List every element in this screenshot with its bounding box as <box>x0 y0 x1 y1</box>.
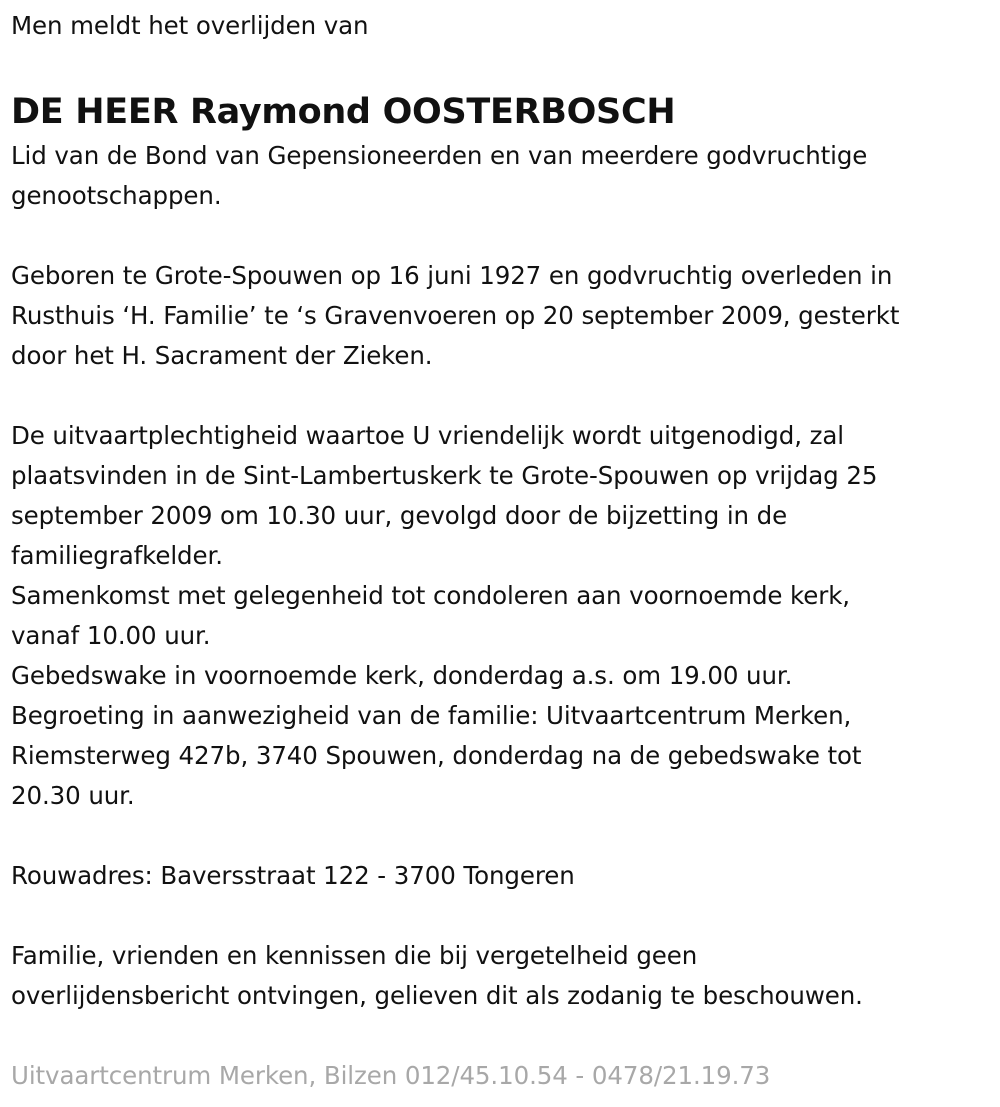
funeral-home-footer: Uitvaartcentrum Merken, Bilzen 012/45.10.54 - 0478/21.19.73 <box>11 1061 771 1090</box>
intro-text: Men meldt het overlijden van <box>11 11 369 40</box>
ceremony-line: vanaf 10.00 uur. <box>11 621 211 650</box>
mourning-address: Rouwadres: Baversstraat 122 - 3700 Tongeren <box>11 861 575 890</box>
ceremony-line: september 2009 om 10.30 uur, gevolgd door de bijzetting in de <box>11 501 788 530</box>
paragraph-gap <box>11 376 991 416</box>
birth-death-line: door het H. Sacrament der Zieken. <box>11 341 433 370</box>
ceremony-line: familiegrafkelder. <box>11 541 223 570</box>
membership-line: Lid van de Bond van Gepensioneerden en van meerdere godvruchtige <box>11 141 868 170</box>
ceremony-line: 20.30 uur. <box>11 781 135 810</box>
death-notice <box>11 0 991 1096</box>
ceremony-line: Gebedswake in voornoemde kerk, donderdag a.s. om 19.00 uur. <box>11 661 793 690</box>
birth-death-line: Rusthuis ‘H. Familie’ te ‘s Gravenvoeren op 20 september 2009, gesterkt <box>11 301 900 330</box>
closing-line: overlijdensbericht ontvingen, gelieven dit als zodanig te beschouwen. <box>11 981 863 1010</box>
closing-line: Familie, vrienden en kennissen die bij vergetelheid geen <box>11 941 698 970</box>
deceased-name: DE HEER Raymond OOSTERBOSCH <box>11 92 676 132</box>
ceremony-paragraph <box>11 416 991 816</box>
ceremony-line: plaatsvinden in de Sint-Lambertuskerk te Grote-Spouwen op vrijdag 25 <box>11 461 878 490</box>
ceremony-line: Begroeting in aanwezigheid van de familie: Uitvaartcentrum Merken, <box>11 701 852 730</box>
ceremony-line: Samenkomst met gelegenheid tot condoleren aan voornoemde kerk, <box>11 581 850 610</box>
ceremony-line: Riemsterweg 427b, 3740 Spouwen, donderdag na de gebedswake tot <box>11 741 862 770</box>
paragraph-gap <box>11 816 991 856</box>
paragraph-gap <box>11 896 991 936</box>
ceremony-line: De uitvaartplechtigheid waartoe U vriendelijk wordt uitgenodigd, zal <box>11 421 844 450</box>
paragraph-gap <box>11 216 991 256</box>
membership-line: genootschappen. <box>11 181 222 210</box>
membership-paragraph <box>11 136 991 216</box>
paragraph-gap <box>11 1016 991 1056</box>
birth-death-line: Geboren te Grote-Spouwen op 16 juni 1927 en godvruchtig overleden in <box>11 261 893 290</box>
closing-paragraph <box>11 936 991 1016</box>
birth-death-paragraph <box>11 256 991 376</box>
